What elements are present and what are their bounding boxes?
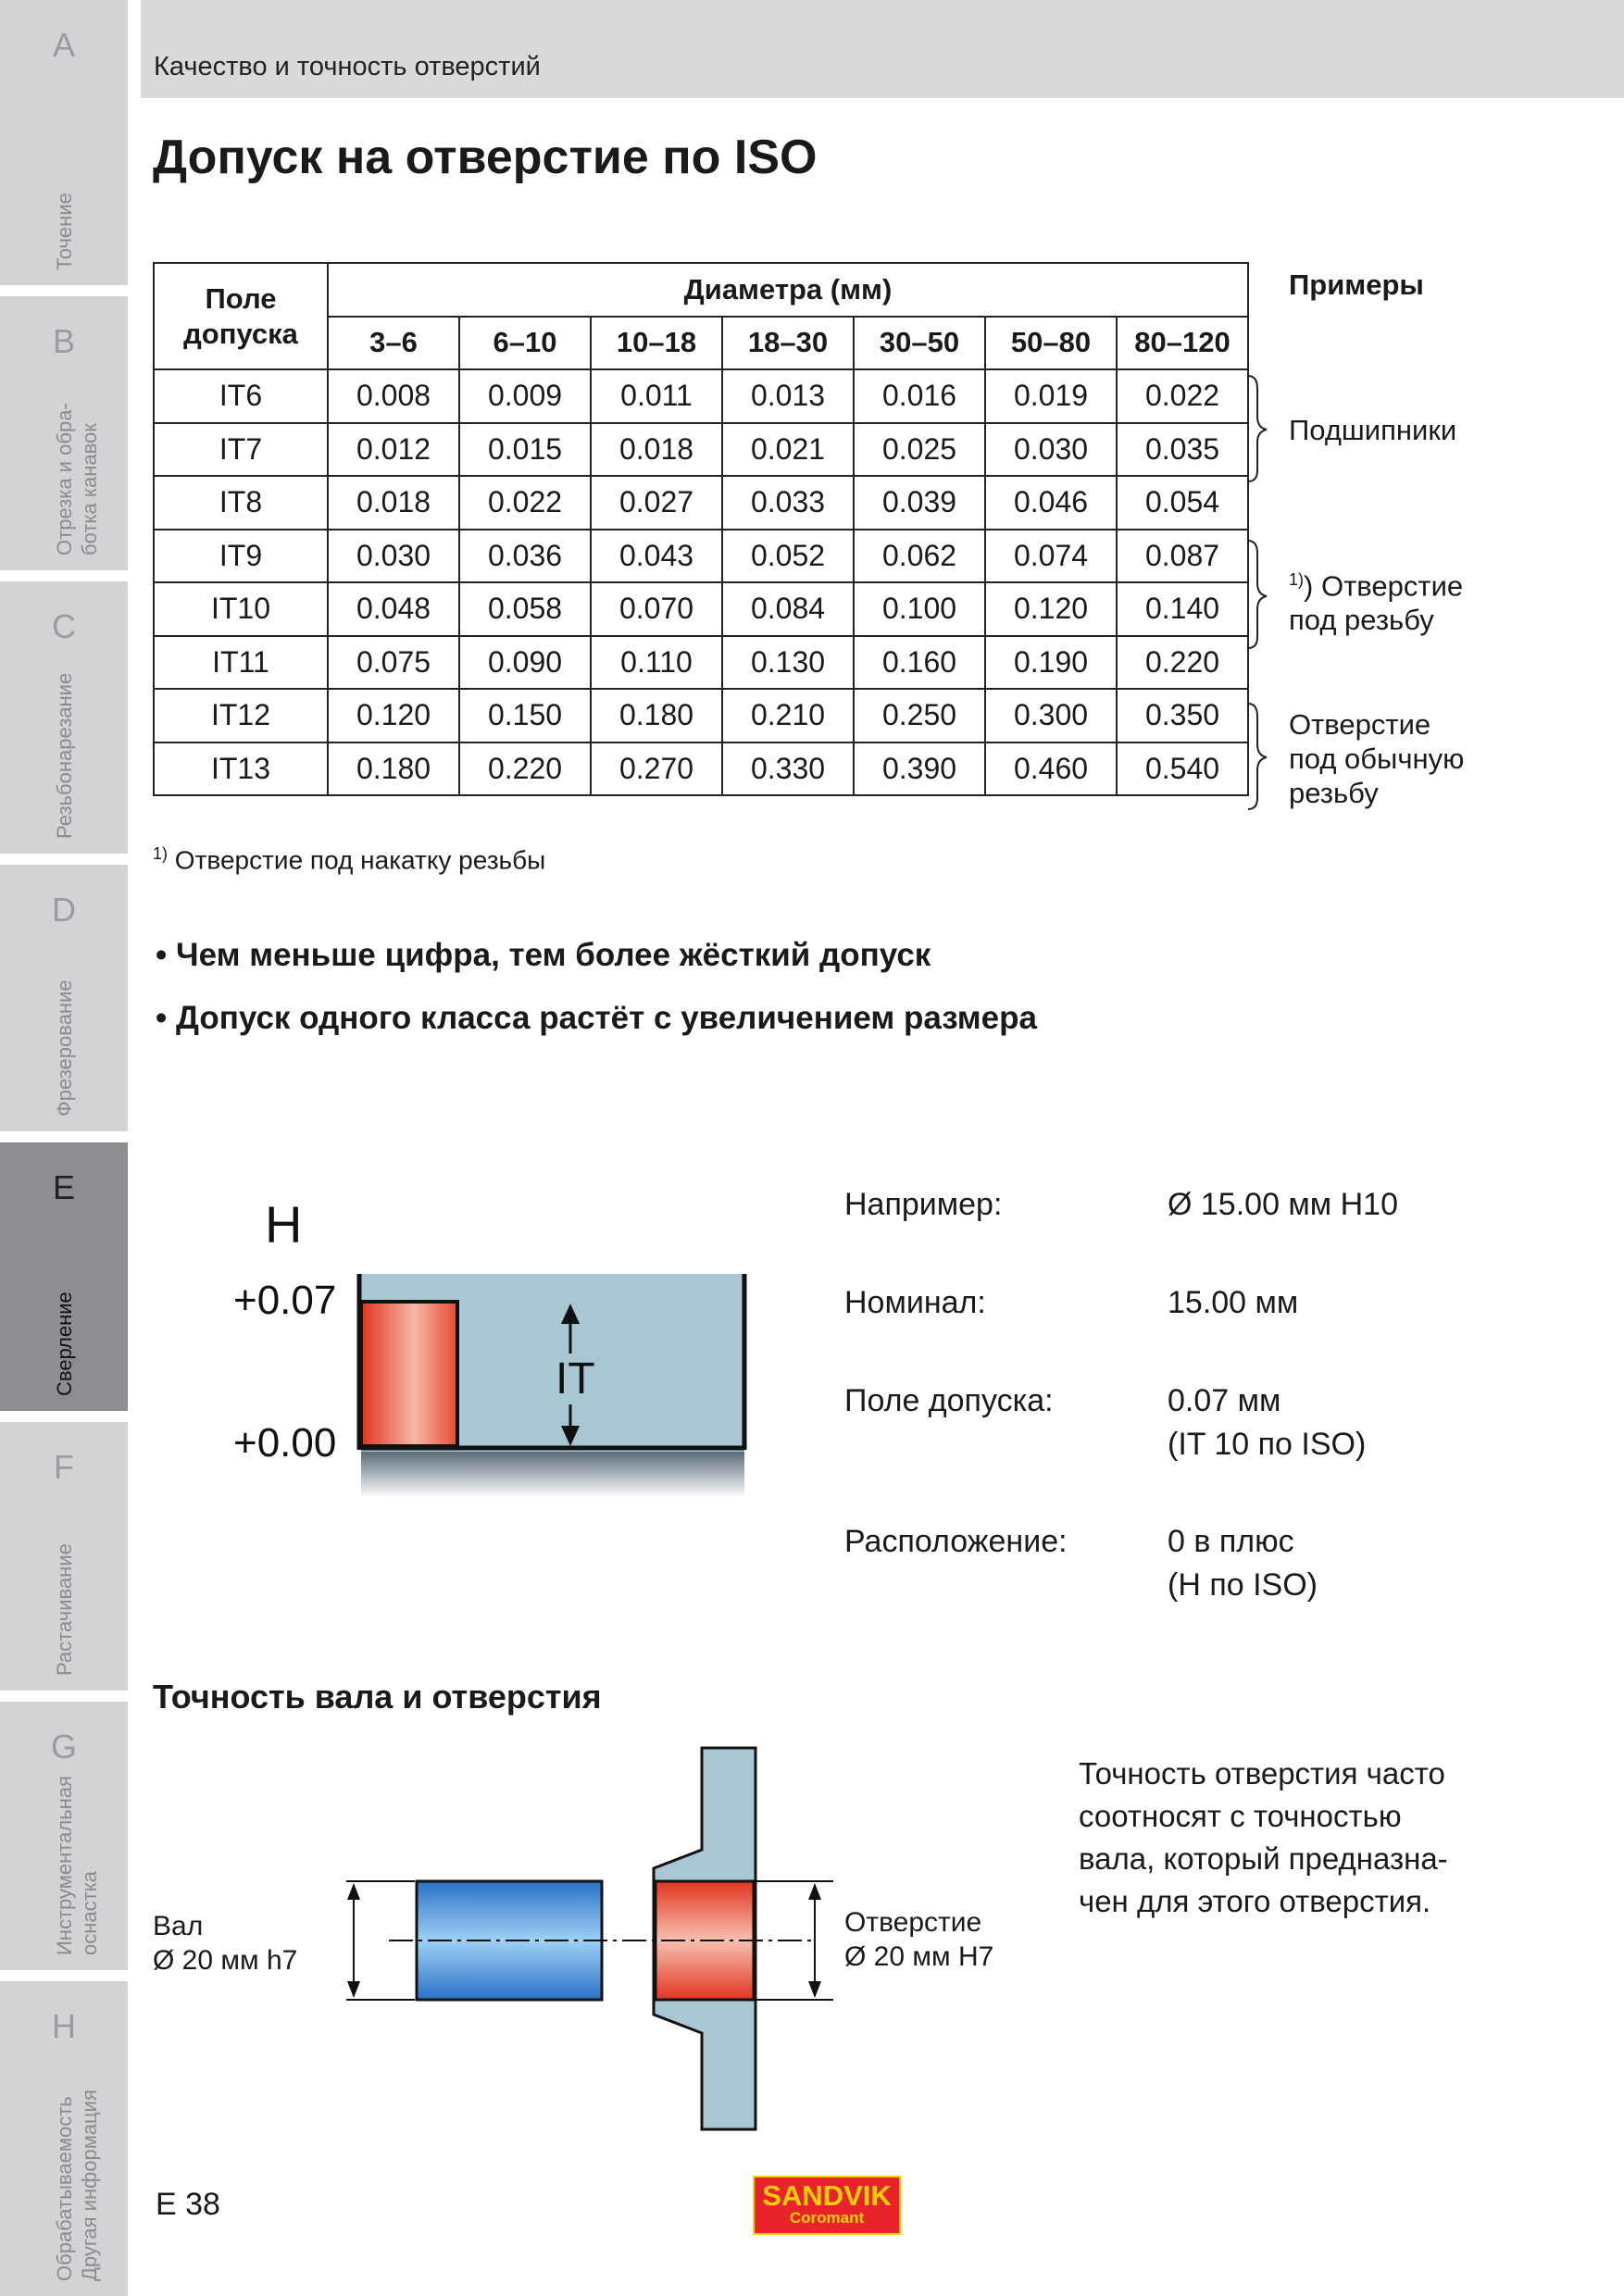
table-cell: 0.190	[985, 636, 1117, 690]
tab-label: Отрезка и обра- ботка канавок	[53, 403, 101, 555]
table-cell: 0.250	[854, 689, 985, 742]
thread-roll-line1: ) Отверстие	[1304, 569, 1464, 603]
tab-label: Резьбонарезание	[53, 672, 76, 839]
sidebar-tab-g[interactable]	[0, 1702, 128, 1970]
diagram-letter: H	[265, 1195, 303, 1254]
table-cell: 0.018	[328, 476, 459, 530]
shaft-hole-diagram	[333, 1741, 852, 2148]
table-cell: 0.070	[591, 582, 722, 636]
sidebar-tab-b[interactable]	[0, 296, 128, 570]
tab-label: Обрабатываемость Другая информация	[53, 2090, 101, 2281]
sandvik-logo	[753, 2176, 901, 2235]
diameter-header: Диаметра (мм)	[328, 263, 1248, 317]
field-header-text: Поле допуска	[183, 281, 298, 350]
table-cell: 0.054	[1117, 476, 1248, 530]
table-cell: 0.016	[854, 369, 985, 423]
range-header: 30–50	[854, 317, 985, 370]
table-cell: 0.018	[591, 423, 722, 477]
tolerance-table	[153, 262, 1249, 796]
tolerance-grade: IT9	[154, 530, 328, 583]
footnote-text: Отверстие под накатку резьбы	[168, 845, 546, 875]
table-cell: 0.130	[722, 636, 854, 690]
table-cell: 0.062	[854, 530, 985, 583]
table-cell: 0.140	[1117, 582, 1248, 636]
page-number: E 38	[156, 2187, 220, 2222]
tolerance-grade: IT7	[154, 423, 328, 477]
table-cell: 0.035	[1117, 423, 1248, 477]
bullet-1: • Чем меньше цифра, тем более жёсткий допуск	[156, 937, 931, 973]
table-cell: 0.021	[722, 423, 854, 477]
table-cell: 0.013	[722, 369, 854, 423]
table-cell: 0.015	[459, 423, 591, 477]
footnote-mark: 1)	[153, 844, 169, 863]
sidebar-tab-e[interactable]	[0, 1142, 128, 1411]
tab-label: Точение	[53, 193, 76, 270]
table-cell: 0.210	[722, 689, 854, 742]
tab-label: Инструментальная оснастка	[53, 1776, 101, 1955]
logo-line2: Coromant	[789, 2209, 865, 2227]
tolerance-zone-diagram	[352, 1268, 759, 1602]
table-cell: 0.022	[1117, 369, 1248, 423]
table-row	[154, 530, 1248, 583]
sidebar-tab-f[interactable]	[0, 1422, 128, 1691]
tab-label: Фрезерование	[53, 980, 76, 1117]
section-title: Качество и точность отверстий	[154, 52, 541, 81]
table-cell: 0.009	[459, 369, 591, 423]
table-cell: 0.460	[985, 742, 1117, 796]
table-cell: 0.350	[1117, 689, 1248, 742]
page-title: Допуск на отверстие по ISO	[153, 131, 818, 184]
tolerance-grade: IT6	[154, 369, 328, 423]
table-cell: 0.084	[722, 582, 854, 636]
table-row	[154, 742, 1248, 796]
table-cell: 0.030	[985, 423, 1117, 477]
sidebar-tab-c[interactable]	[0, 581, 128, 854]
table-cell: 0.220	[459, 742, 591, 796]
para-line4: чен для этого отверстия.	[1079, 1884, 1431, 1918]
range-header: 10–18	[591, 317, 722, 370]
table-cell: 0.033	[722, 476, 854, 530]
table-row	[154, 689, 1248, 742]
thread-normal-line1: Отверстие	[1289, 708, 1431, 741]
tab-letter: E	[52, 1168, 75, 1206]
para-line2: соотносят с точностью	[1079, 1799, 1402, 1833]
table-cell: 0.075	[328, 636, 459, 690]
shaft-hole-title: Точность вала и отверстия	[153, 1678, 602, 1716]
it-label: IT	[552, 1354, 599, 1404]
table-cell: 0.074	[985, 530, 1117, 583]
tolerance-iso: (IT 10 по ISO)	[1168, 1427, 1367, 1462]
logo-line1: SANDVIK	[762, 2179, 892, 2212]
range-header: 6–10	[459, 317, 591, 370]
tolerance-grade: IT12	[154, 689, 328, 742]
table-cell: 0.330	[722, 742, 854, 796]
example-thread-roll	[1289, 563, 1463, 637]
tab-label: Растачивание	[53, 1543, 76, 1676]
tolerance-value: 0.07 мм	[1168, 1383, 1281, 1418]
hole-caption-line1: Отверстие	[844, 1907, 982, 1938]
info-label-tolerance: Поле допуска:	[844, 1383, 1054, 1418]
info-label-nominal: Номинал:	[844, 1285, 986, 1320]
tab-label: Сверление	[53, 1292, 76, 1396]
example-thread-normal	[1289, 707, 1464, 810]
table-cell: 0.160	[854, 636, 985, 690]
shaft-caption-line2: Ø 20 мм h7	[153, 1945, 298, 1976]
table-row	[154, 423, 1248, 477]
tab-letter: F	[54, 1448, 74, 1486]
table-cell: 0.110	[591, 636, 722, 690]
table-cell: 0.043	[591, 530, 722, 583]
info-value-example: Ø 15.00 мм H10	[1168, 1187, 1398, 1222]
table-cell: 0.039	[854, 476, 985, 530]
tab-letter: B	[52, 322, 75, 360]
info-label-position: Расположение:	[844, 1524, 1068, 1559]
range-header: 80–120	[1117, 317, 1248, 370]
upper-deviation: +0.07	[233, 1278, 337, 1323]
hole-caption	[844, 1905, 993, 1974]
tolerance-grade: IT10	[154, 582, 328, 636]
position-iso: (H по ISO)	[1168, 1567, 1318, 1603]
table-cell: 0.180	[591, 689, 722, 742]
table-cell: 0.036	[459, 530, 591, 583]
sidebar-tab-d[interactable]	[0, 865, 128, 1131]
examples-header: Примеры	[1289, 268, 1424, 301]
sup-mark: 1)	[1289, 570, 1305, 589]
table-cell: 0.150	[459, 689, 591, 742]
tolerance-grade: IT13	[154, 742, 328, 796]
thread-normal-line2: под обычную	[1289, 742, 1465, 775]
shaft-hole-paragraph	[1079, 1753, 1448, 1923]
range-header: 18–30	[722, 317, 854, 370]
table-row	[154, 369, 1248, 423]
page-header	[141, 0, 1624, 98]
table-cell: 0.058	[459, 582, 591, 636]
table-cell: 0.180	[328, 742, 459, 796]
table-cell: 0.100	[854, 582, 985, 636]
table-cell: 0.390	[854, 742, 985, 796]
table-cell: 0.120	[328, 689, 459, 742]
table-row	[154, 582, 1248, 636]
table-row	[154, 636, 1248, 690]
table-cell: 0.046	[985, 476, 1117, 530]
table-cell: 0.087	[1117, 530, 1248, 583]
sidebar-tab-h[interactable]	[0, 1981, 128, 2296]
tolerance-grade: IT11	[154, 636, 328, 690]
tab-letter: G	[50, 1728, 77, 1766]
hole-caption-line2: Ø 20 мм H7	[844, 1941, 994, 1972]
table-cell: 0.011	[591, 369, 722, 423]
bullet-2: • Допуск одного класса растёт с увеличением размера	[156, 1000, 1037, 1036]
table-cell: 0.300	[985, 689, 1117, 742]
shaft-caption-line1: Вал	[153, 1911, 204, 1941]
para-line1: Точность отверстия часто	[1079, 1756, 1445, 1791]
info-value-nominal: 15.00 мм	[1168, 1285, 1299, 1320]
footnote	[153, 844, 545, 875]
field-header	[154, 263, 328, 369]
table-cell: 0.052	[722, 530, 854, 583]
tolerance-grade: IT8	[154, 476, 328, 530]
brackets	[1241, 370, 1278, 815]
table-body	[154, 369, 1248, 795]
table-cell: 0.025	[854, 423, 985, 477]
table-cell: 0.030	[328, 530, 459, 583]
example-bearings: Подшипники	[1289, 414, 1457, 446]
table-cell: 0.220	[1117, 636, 1248, 690]
table-cell: 0.270	[591, 742, 722, 796]
info-label-example: Например:	[844, 1187, 1003, 1222]
table-cell: 0.048	[328, 582, 459, 636]
info-value-tolerance	[1168, 1379, 1366, 1466]
section-sidebar	[0, 0, 128, 2296]
range-header: 50–80	[985, 317, 1117, 370]
lower-deviation: +0.00	[233, 1420, 337, 1466]
para-line3: вала, который предназна-	[1079, 1841, 1448, 1876]
table-cell: 0.008	[328, 369, 459, 423]
table-cell: 0.120	[985, 582, 1117, 636]
table-row	[154, 476, 1248, 530]
shaft-caption	[153, 1909, 297, 1978]
thread-normal-line3: резьбу	[1289, 777, 1379, 809]
thread-roll-line2: под резьбу	[1289, 604, 1434, 637]
sidebar-tab-a[interactable]	[0, 0, 128, 285]
table-cell: 0.027	[591, 476, 722, 530]
range-header: 3–6	[328, 317, 459, 370]
position-value: 0 в плюс	[1168, 1524, 1294, 1559]
tab-letter: C	[52, 607, 76, 645]
table-cell: 0.019	[985, 369, 1117, 423]
info-value-position	[1168, 1520, 1318, 1607]
tab-letter: H	[52, 2007, 76, 2045]
table-cell: 0.540	[1117, 742, 1248, 796]
tab-letter: A	[52, 26, 75, 64]
table-cell: 0.090	[459, 636, 591, 690]
table-cell: 0.012	[328, 423, 459, 477]
table-cell: 0.022	[459, 476, 591, 530]
tab-letter: D	[52, 891, 76, 929]
